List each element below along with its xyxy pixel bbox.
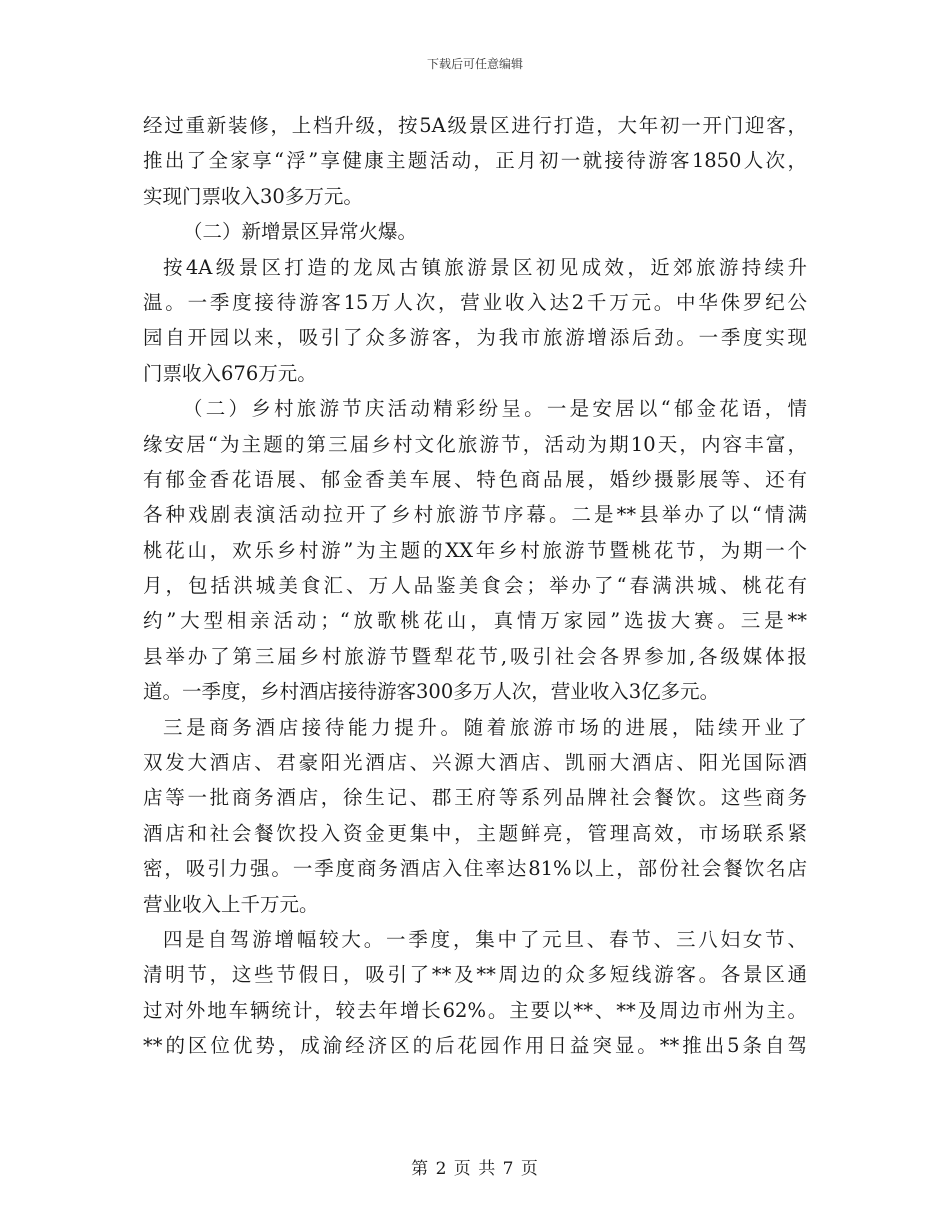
text-line: 园自开园以来，吸引了众多游客，为我市旅游增添后劲。一季度实现	[143, 326, 807, 350]
text-line: 门票收入676万元。	[143, 361, 317, 385]
text-line: 有郁金香花语展、郁金香美车展、特色商品展，婚纱摄影展等、还有	[143, 467, 807, 491]
text-line: 四是自驾游增幅较大。一季度，集中了元旦、春节、三八妇女节、	[163, 927, 807, 951]
text-line: 道。一季度，乡村酒店接待游客300多万人次，营业收入3亿多元。	[143, 680, 720, 704]
text-line: 月，包括洪城美食汇、万人品鉴美食会；举办了“春满洪城、桃花有	[143, 574, 807, 598]
text-line: （二）乡村旅游节庆活动精彩纷呈。一是安居以“郁金花语，情	[183, 397, 807, 421]
text-line: 过对外地车辆统计，较去年增长62%。主要以**、**及周边市州为主。	[143, 998, 807, 1022]
text-line: 三是商务酒店接待能力提升。随着旅游市场的进展，陆续开业了	[163, 715, 807, 739]
text-line: 营业收入上千万元。	[143, 892, 319, 916]
text-line: 缘安居“为主题的第三届乡村文化旅游节，活动为期10天，内容丰富，	[143, 432, 807, 456]
page-header: 下载后可任意编辑	[426, 57, 523, 71]
document-body	[143, 108, 807, 1064]
text-line: 桃花山，欢乐乡村游”为主题的XX年乡村旅游节暨桃花节，为期一个	[143, 538, 807, 562]
text-line: 县举办了第三届乡村旅游节暨犁花节,吸引社会各界参加,各级媒体报	[143, 644, 807, 668]
text-line: 推出了全家享“浮”享健康主题活动，正月初一就接待游客1850人次，	[143, 149, 807, 173]
text-line: 约”大型相亲活动；“放歌桃花山，真情万家园”选拔大赛。三是**	[143, 609, 807, 633]
page-footer: 第 2 页 共 7 页	[411, 1159, 539, 1179]
text-line: 实现门票收入30多万元。	[143, 184, 363, 208]
text-line: 酒店和社会餐饮投入资金更集中，主题鲜亮，管理高效，市场联系紧	[143, 821, 807, 845]
text-line: 密，吸引力强。一季度商务酒店入住率达81%以上，部份社会餐饮名店	[143, 857, 807, 881]
text-line: 清明节，这些节假日，吸引了**及**周边的众多短线游客。各景区通	[143, 963, 807, 987]
text-line: 按4A级景区打造的龙凤古镇旅游景区初见成效，近郊旅游持续升	[163, 255, 807, 279]
text-line: 经过重新装修，上档升级，按5A级景区进行打造，大年初一开门迎客，	[143, 114, 807, 137]
text-line: 各种戏剧表演活动拉开了乡村旅游节序幕。二是**县举办了以“情满	[143, 503, 807, 527]
text-line: 温。一季度接待游客15万人次，营业收入达2千万元。中华侏罗纪公	[143, 290, 807, 314]
text-line: （二）新增景区异常火爆。	[183, 220, 418, 244]
text-line: **的区位优势，成渝经济区的后花园作用日益突显。**推出5条自驾	[143, 1034, 807, 1058]
text-line: 双发大酒店、君豪阳光酒店、兴源大酒店、凯丽大酒店、阳光国际酒	[143, 751, 807, 775]
text-line: 店等一批商务酒店，徐生记、郡王府等系列品牌社会餐饮。这些商务	[143, 786, 807, 810]
